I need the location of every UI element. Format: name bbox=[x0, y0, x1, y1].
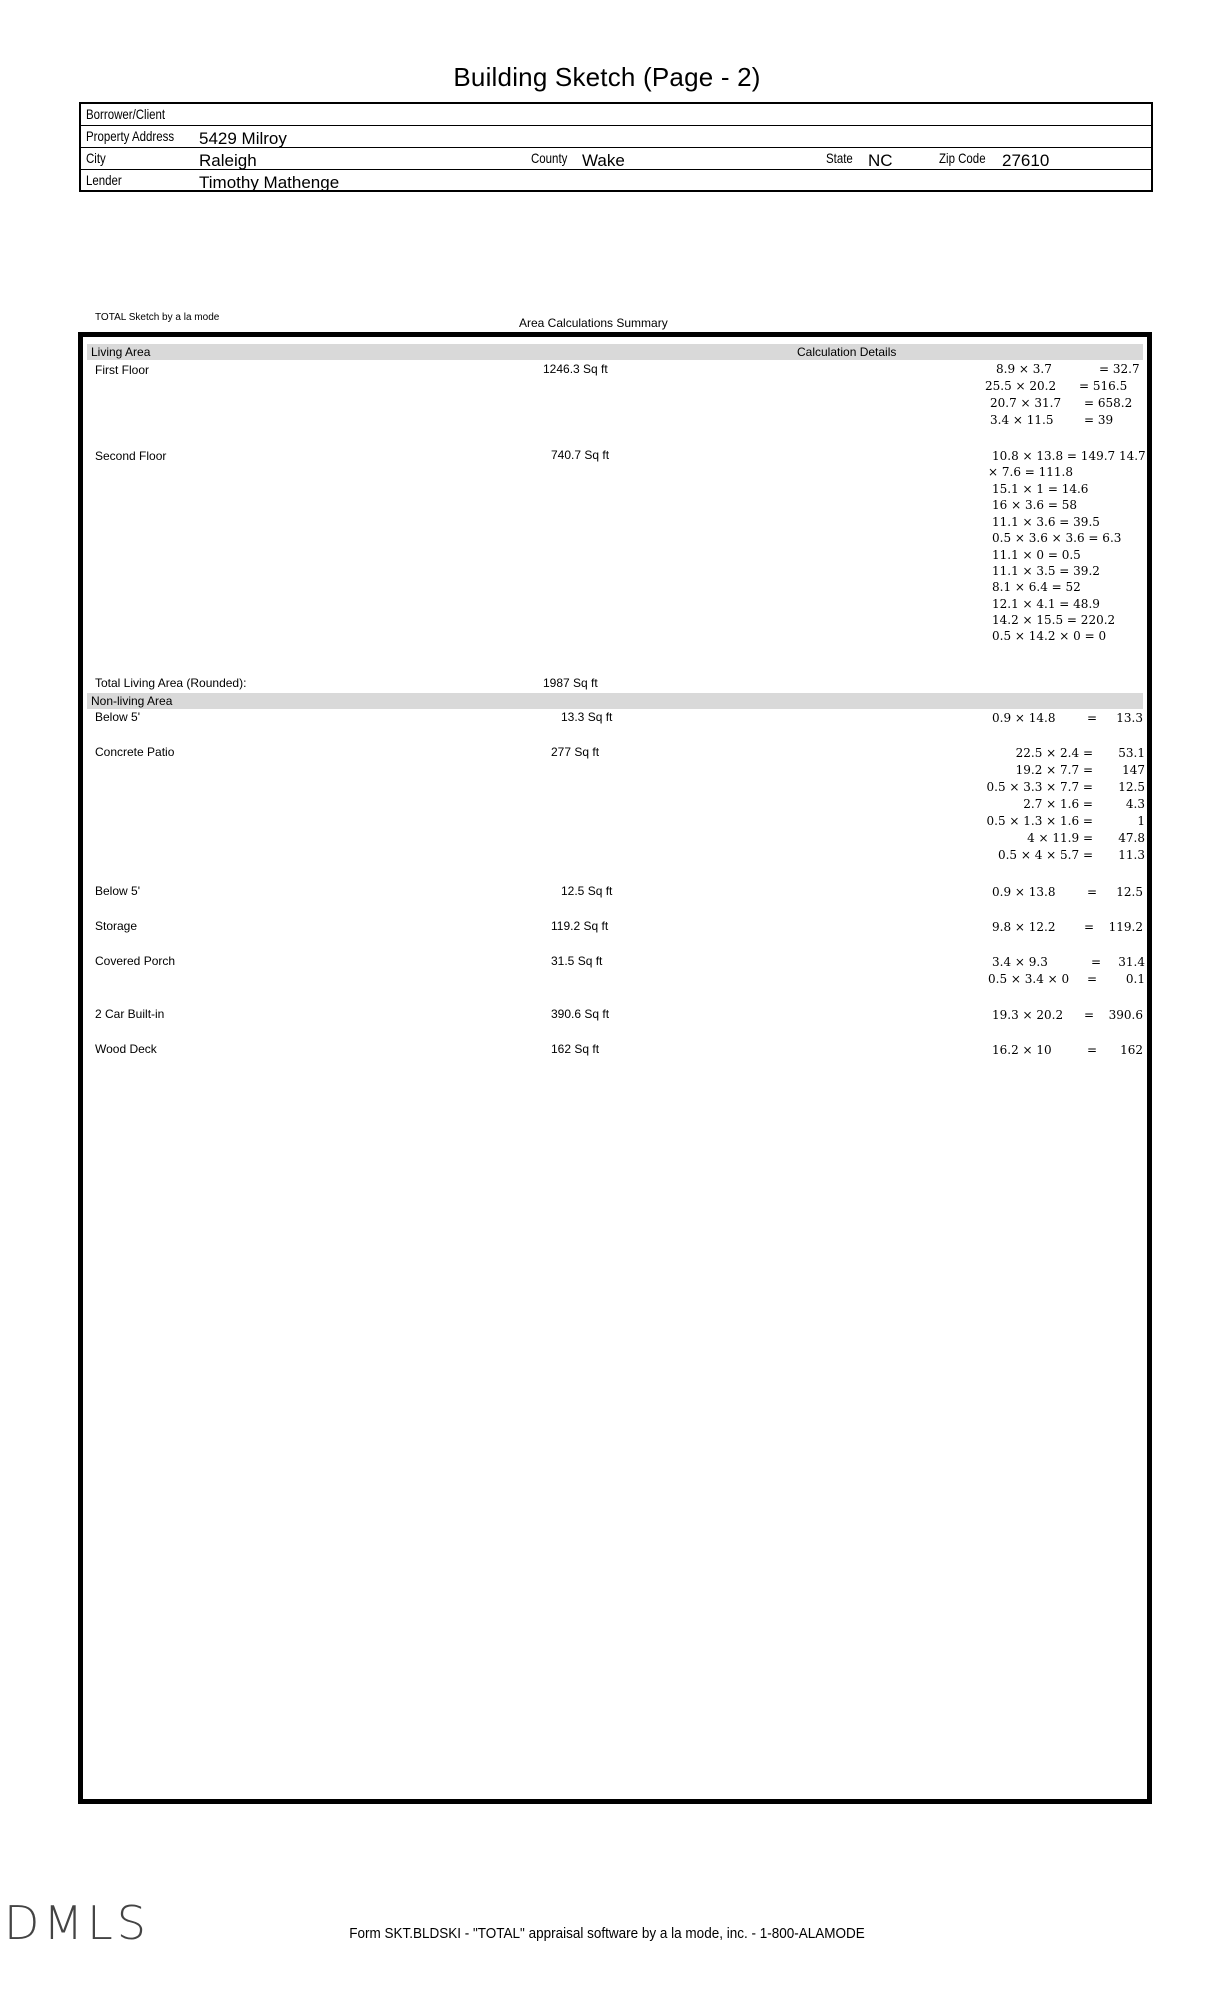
first-floor-calc: 8.9 × 3.7 bbox=[996, 362, 1052, 376]
concrete-patio-calc-result: 47.8 bbox=[1118, 831, 1145, 845]
first-floor-name: First Floor bbox=[95, 363, 149, 377]
wood-deck-calc: 16.2 × 10 bbox=[992, 1043, 1052, 1057]
first-floor-calc-result: = 32.7 bbox=[1099, 362, 1140, 376]
second-floor-calc: 14.2 × 15.5 = 220.2 bbox=[992, 613, 1116, 627]
property-info-table bbox=[79, 102, 1153, 192]
total-living-area-label: Total Living Area (Rounded): bbox=[95, 676, 247, 690]
software-caption: TOTAL Sketch by a la mode bbox=[95, 312, 220, 323]
below-5-calc-eq: = bbox=[1087, 885, 1098, 899]
storage-area: 119.2 Sq ft bbox=[551, 919, 609, 933]
address-value: 5429 Milroy bbox=[199, 129, 287, 148]
below-5-area: 13.3 Sq ft bbox=[561, 710, 613, 724]
covered-porch-calc-eq: = bbox=[1087, 972, 1098, 986]
second-floor-calc: 0.5 × 3.6 × 3.6 = 6.3 bbox=[992, 531, 1122, 545]
area-calculations-frame bbox=[78, 332, 1152, 1804]
second-floor-calc: 0.5 × 14.2 × 0 = 0 bbox=[992, 629, 1107, 643]
living-area-header bbox=[87, 344, 1143, 360]
below-5-name: Below 5' bbox=[95, 710, 140, 724]
covered-porch-area: 31.5 Sq ft bbox=[551, 954, 603, 968]
first-floor-calc-result: = 516.5 bbox=[1079, 379, 1128, 393]
covered-porch-calc-result: 31.4 bbox=[1118, 955, 1145, 969]
storage-name: Storage bbox=[95, 919, 138, 933]
address-label: Property Address bbox=[86, 128, 175, 144]
garage-name: 2 Car Built-in bbox=[95, 1007, 165, 1021]
second-floor-calc: 11.1 × 0 = 0.5 bbox=[992, 548, 1081, 562]
city-row bbox=[81, 148, 1151, 170]
lender-value: Timothy Mathenge bbox=[199, 173, 340, 192]
concrete-patio-calc: 19.2 × 7.7 = bbox=[1015, 763, 1093, 777]
non-living-area-header bbox=[87, 693, 1143, 709]
wood-deck-calc-result: 162 bbox=[1120, 1043, 1143, 1057]
wood-deck-calc-eq: = bbox=[1087, 1043, 1098, 1057]
below-5-calc-result: 13.3 bbox=[1116, 711, 1143, 725]
concrete-patio-calc: 2.7 × 1.6 = bbox=[1023, 797, 1093, 811]
below-5-calc-eq: = bbox=[1087, 711, 1098, 725]
wood-deck-area: 162 Sq ft bbox=[551, 1042, 600, 1056]
zip-value: 27610 bbox=[1002, 151, 1050, 170]
concrete-patio-calc-result: 1 bbox=[1137, 814, 1145, 828]
concrete-patio-area: 277 Sq ft bbox=[551, 745, 600, 759]
state-label: State bbox=[826, 150, 853, 166]
form-footer: Form SKT.BLDSKI - "TOTAL" appraisal software by a la mode, inc. - 1-800-ALAMODE bbox=[349, 1925, 865, 1942]
non-living-area-label: Non-living Area bbox=[91, 694, 173, 708]
county-label: County bbox=[531, 150, 568, 166]
total-living-area-value: 1987 Sq ft bbox=[543, 676, 598, 690]
concrete-patio-calc-result: 11.3 bbox=[1118, 848, 1145, 862]
garage-calc-eq: = bbox=[1084, 1008, 1095, 1022]
second-floor-calc: 10.8 × 13.8 = 149.7 14.7 bbox=[992, 449, 1146, 463]
calculation-details-label: Calculation Details bbox=[797, 345, 897, 359]
second-floor-calc: × 7.6 = 111.8 bbox=[988, 465, 1073, 479]
covered-porch-calc-result: 0.1 bbox=[1125, 972, 1145, 986]
summary-caption: Area Calculations Summary bbox=[519, 316, 668, 330]
first-floor-calc: 3.4 × 11.5 bbox=[990, 413, 1054, 427]
concrete-patio-calc: 0.5 × 1.3 × 1.6 = bbox=[986, 814, 1093, 828]
garage-calc-result: 390.6 bbox=[1108, 1008, 1143, 1022]
zip-label: Zip Code bbox=[939, 150, 986, 166]
borrower-row bbox=[81, 104, 1151, 126]
concrete-patio-calc: 4 × 11.9 = bbox=[1027, 831, 1093, 845]
dmls-logo: DMLS bbox=[4, 1896, 150, 1950]
garage-area: 390.6 Sq ft bbox=[551, 1007, 610, 1021]
second-floor-calc: 11.1 × 3.5 = 39.2 bbox=[992, 564, 1100, 578]
second-floor-calc: 15.1 × 1 = 14.6 bbox=[992, 482, 1089, 496]
second-floor-name: Second Floor bbox=[95, 449, 167, 463]
concrete-patio-calc-result: 147 bbox=[1122, 763, 1145, 777]
first-floor-calc: 20.7 × 31.7 bbox=[990, 396, 1062, 410]
address-row bbox=[81, 126, 1151, 148]
below-5-calc-result: 12.5 bbox=[1116, 885, 1143, 899]
second-floor-calc: 12.1 × 4.1 = 48.9 bbox=[992, 597, 1100, 611]
lender-row bbox=[81, 170, 1151, 190]
city-value: Raleigh bbox=[199, 151, 257, 170]
storage-calc-eq: = bbox=[1084, 920, 1095, 934]
below-5-calc: 0.9 × 14.8 bbox=[992, 711, 1056, 725]
first-floor-calc-result: = 658.2 bbox=[1084, 396, 1133, 410]
concrete-patio-calc-result: 4.3 bbox=[1125, 797, 1145, 811]
below-5-name: Below 5' bbox=[95, 884, 140, 898]
concrete-patio-calc: 22.5 × 2.4 = bbox=[1015, 746, 1093, 760]
county-value: Wake bbox=[582, 151, 625, 170]
second-floor-area: 740.7 Sq ft bbox=[551, 448, 610, 462]
concrete-patio-calc: 0.5 × 3.3 × 7.7 = bbox=[986, 780, 1093, 794]
concrete-patio-calc: 0.5 × 4 × 5.7 = bbox=[997, 848, 1093, 862]
below-5-area: 12.5 Sq ft bbox=[561, 884, 613, 898]
concrete-patio-name: Concrete Patio bbox=[95, 745, 175, 759]
covered-porch-calc-eq: = bbox=[1091, 955, 1102, 969]
first-floor-calc-result: = 39 bbox=[1084, 413, 1114, 427]
below-5-calc: 0.9 × 13.8 bbox=[992, 885, 1056, 899]
page-title: Building Sketch (Page - 2) bbox=[453, 62, 761, 92]
storage-calc-result: 119.2 bbox=[1108, 920, 1143, 934]
living-area-label: Living Area bbox=[91, 345, 151, 359]
second-floor-calc: 11.1 × 3.6 = 39.5 bbox=[992, 515, 1100, 529]
lender-label: Lender bbox=[86, 172, 122, 188]
covered-porch-calc: 0.5 × 3.4 × 0 bbox=[988, 972, 1070, 986]
garage-calc: 19.3 × 20.2 bbox=[992, 1008, 1064, 1022]
covered-porch-name: Covered Porch bbox=[95, 954, 176, 968]
first-floor-calc: 25.5 × 20.2 bbox=[985, 379, 1057, 393]
city-label: City bbox=[86, 150, 106, 166]
second-floor-calc: 8.1 × 6.4 = 52 bbox=[992, 580, 1081, 594]
second-floor-calc: 16 × 3.6 = 58 bbox=[992, 498, 1077, 512]
storage-calc: 9.8 × 12.2 bbox=[992, 920, 1056, 934]
covered-porch-calc: 3.4 × 9.3 bbox=[992, 955, 1048, 969]
wood-deck-name: Wood Deck bbox=[95, 1042, 157, 1056]
concrete-patio-calc-result: 53.1 bbox=[1118, 746, 1145, 760]
concrete-patio-calc-result: 12.5 bbox=[1118, 780, 1145, 794]
first-floor-area: 1246.3 Sq ft bbox=[543, 362, 608, 376]
state-value: NC bbox=[868, 151, 893, 170]
borrower-label: Borrower/Client bbox=[86, 106, 166, 122]
